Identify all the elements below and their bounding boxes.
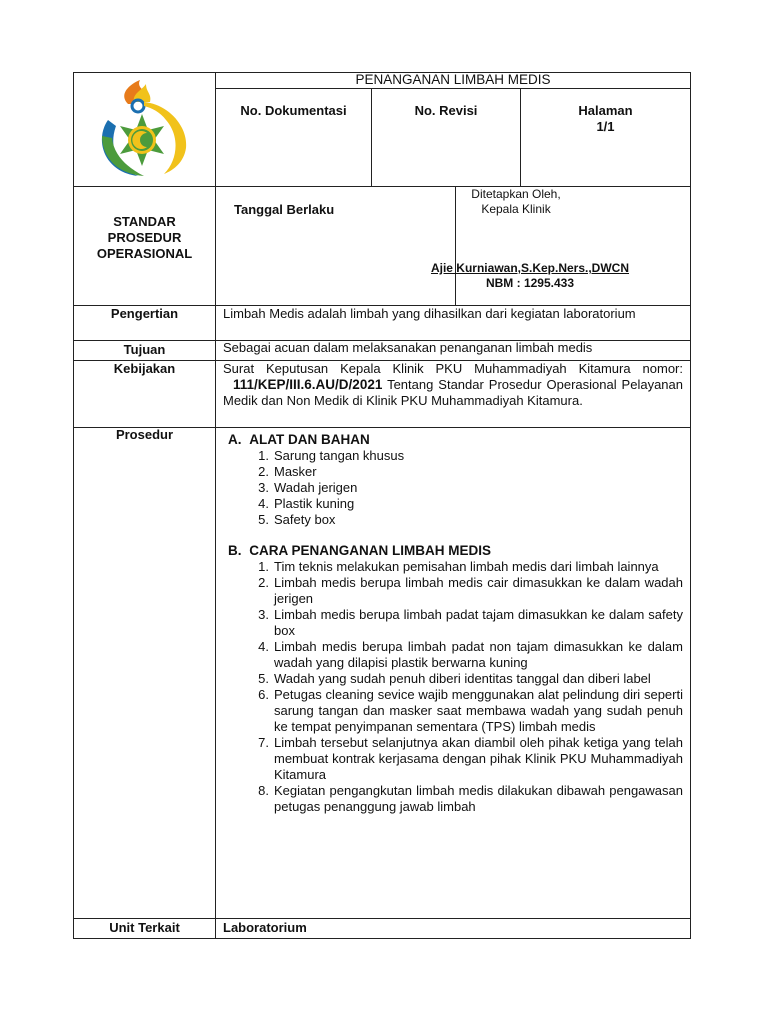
kebijakan-label: Kebijakan — [113, 361, 176, 376]
pengertian-text: Limbah Medis adalah limbah yang dihasilkan dari kegiatan laboratorium — [223, 306, 636, 321]
unit-label: Unit Terkait — [109, 920, 180, 935]
kebijakan-pre: Surat Keputusan Kepala Klinik PKU Muhammadiyah Kitamura nomor: — [223, 361, 683, 376]
list-item — [251, 496, 683, 512]
established-by: Ditetapkan Oleh, — [471, 187, 561, 201]
list-item — [251, 575, 683, 607]
list-item — [251, 735, 683, 783]
sop-line-2: PROSEDUR — [107, 230, 182, 245]
list-item — [251, 512, 683, 528]
list-item-text: Limbah tersebut selanjutnya akan diambil oleh pihak ketiga yang telah membuat kontrak kerjasama dengan pihak Klinik PKU Muhammadiyah Kitamura — [274, 735, 683, 782]
revision-label: No. Revisi — [414, 103, 478, 118]
list-item-number: 5. — [258, 671, 269, 686]
page-value: 1/1 — [596, 119, 615, 134]
section-a-heading — [228, 432, 683, 448]
pengertian-label: Pengertian — [110, 306, 179, 321]
kebijakan-text — [223, 361, 683, 409]
unit-value: Laboratorium — [223, 920, 307, 935]
signer-nbm: NBM : 1295.433 — [485, 276, 575, 290]
list-item-text: Plastik kuning — [274, 496, 355, 511]
signer-name: Ajie Kurniawan,S.Kep.Ners.,DWCN — [430, 261, 630, 275]
section-b-list — [251, 559, 683, 815]
list-item-text: Petugas cleaning sevice wajib menggunakan alat pelindung diri seperti sarung tangan dan masker saat membawa wadah yang sudah penuh ke tempat penyimpanan sementara (TPS) limbah medis — [274, 687, 683, 734]
list-item-number: 8. — [258, 783, 269, 798]
list-item-text: Limbah medis berupa limbah padat non tajam dimasukkan ke dalam wadah yang dilapisi plastik berwarna kuning — [274, 639, 683, 670]
list-item-number: 3. — [258, 607, 269, 622]
list-item — [251, 783, 683, 815]
list-item-text: Wadah jerigen — [274, 480, 358, 495]
list-item — [251, 480, 683, 496]
list-item-text: Limbah medis berupa limbah medis cair dimasukkan ke dalam wadah jerigen — [274, 575, 683, 606]
sop-line-1: STANDAR — [113, 214, 176, 229]
list-item-text: Kegiatan pengangkutan limbah medis dilakukan dibawah pengawasan petugas penanggung jawab limbah — [274, 783, 683, 814]
list-item-text: Wadah yang sudah penuh diberi identitas tanggal dan diberi label — [274, 671, 651, 686]
effective-date-label: Tanggal Berlaku — [234, 202, 335, 217]
section-b-letter: B. — [228, 543, 242, 558]
list-item-number: 5. — [258, 512, 269, 527]
kebijakan-post: Tentang Standar Prosedur Operasional Pelayanan Medik dan Non Medik di Klinik PKU Muhammadiyah Kitamura. — [223, 377, 683, 408]
section-a-title: ALAT DAN BAHAN — [249, 432, 370, 447]
page-label: Halaman — [578, 103, 633, 118]
list-item-number: 4. — [258, 496, 269, 511]
list-item — [251, 559, 683, 575]
section-b-heading — [228, 543, 683, 559]
list-item-text: Sarung tangan khusus — [274, 448, 405, 463]
list-item — [251, 687, 683, 735]
list-item — [251, 464, 683, 480]
list-item-text: Safety box — [274, 512, 336, 527]
tujuan-text: Sebagai acuan dalam melaksanakan penanganan limbah medis — [223, 340, 593, 355]
list-item-number: 6. — [258, 687, 269, 702]
list-item — [251, 607, 683, 639]
list-item — [251, 448, 683, 464]
doc-no-label: No. Dokumentasi — [240, 103, 347, 118]
list-item — [251, 639, 683, 671]
list-item-number: 3. — [258, 480, 269, 495]
list-item-text: Limbah medis berupa limbah padat tajam dimasukkan ke dalam safety box — [274, 607, 683, 638]
list-item-number: 4. — [258, 639, 269, 654]
tujuan-label: Tujuan — [123, 342, 166, 357]
position: Kepala Klinik — [481, 202, 551, 216]
document-title: PENANGANAN LIMBAH MEDIS — [355, 72, 551, 87]
clinic-logo — [88, 76, 194, 180]
sop-line-3: OPERASIONAL — [96, 246, 193, 261]
section-a-list — [251, 448, 683, 528]
kebijakan-number: 111/KEP/III.6.AU/D/2021 — [233, 377, 383, 392]
prosedur-label: Prosedur — [115, 427, 174, 442]
list-item — [251, 671, 683, 687]
list-item-number: 1. — [258, 448, 269, 463]
list-item-number: 2. — [258, 575, 269, 590]
list-item-text: Tim teknis melakukan pemisahan limbah medis dari limbah lainnya — [274, 559, 659, 574]
section-a-letter: A. — [228, 432, 242, 447]
section-b-title: CARA PENANGANAN LIMBAH MEDIS — [249, 543, 492, 558]
list-item-number: 7. — [258, 735, 269, 750]
list-item-number: 1. — [258, 559, 269, 574]
list-item-number: 2. — [258, 464, 269, 479]
prosedur-content — [228, 432, 683, 815]
list-item-text: Masker — [274, 464, 317, 479]
sop-label — [74, 214, 215, 262]
